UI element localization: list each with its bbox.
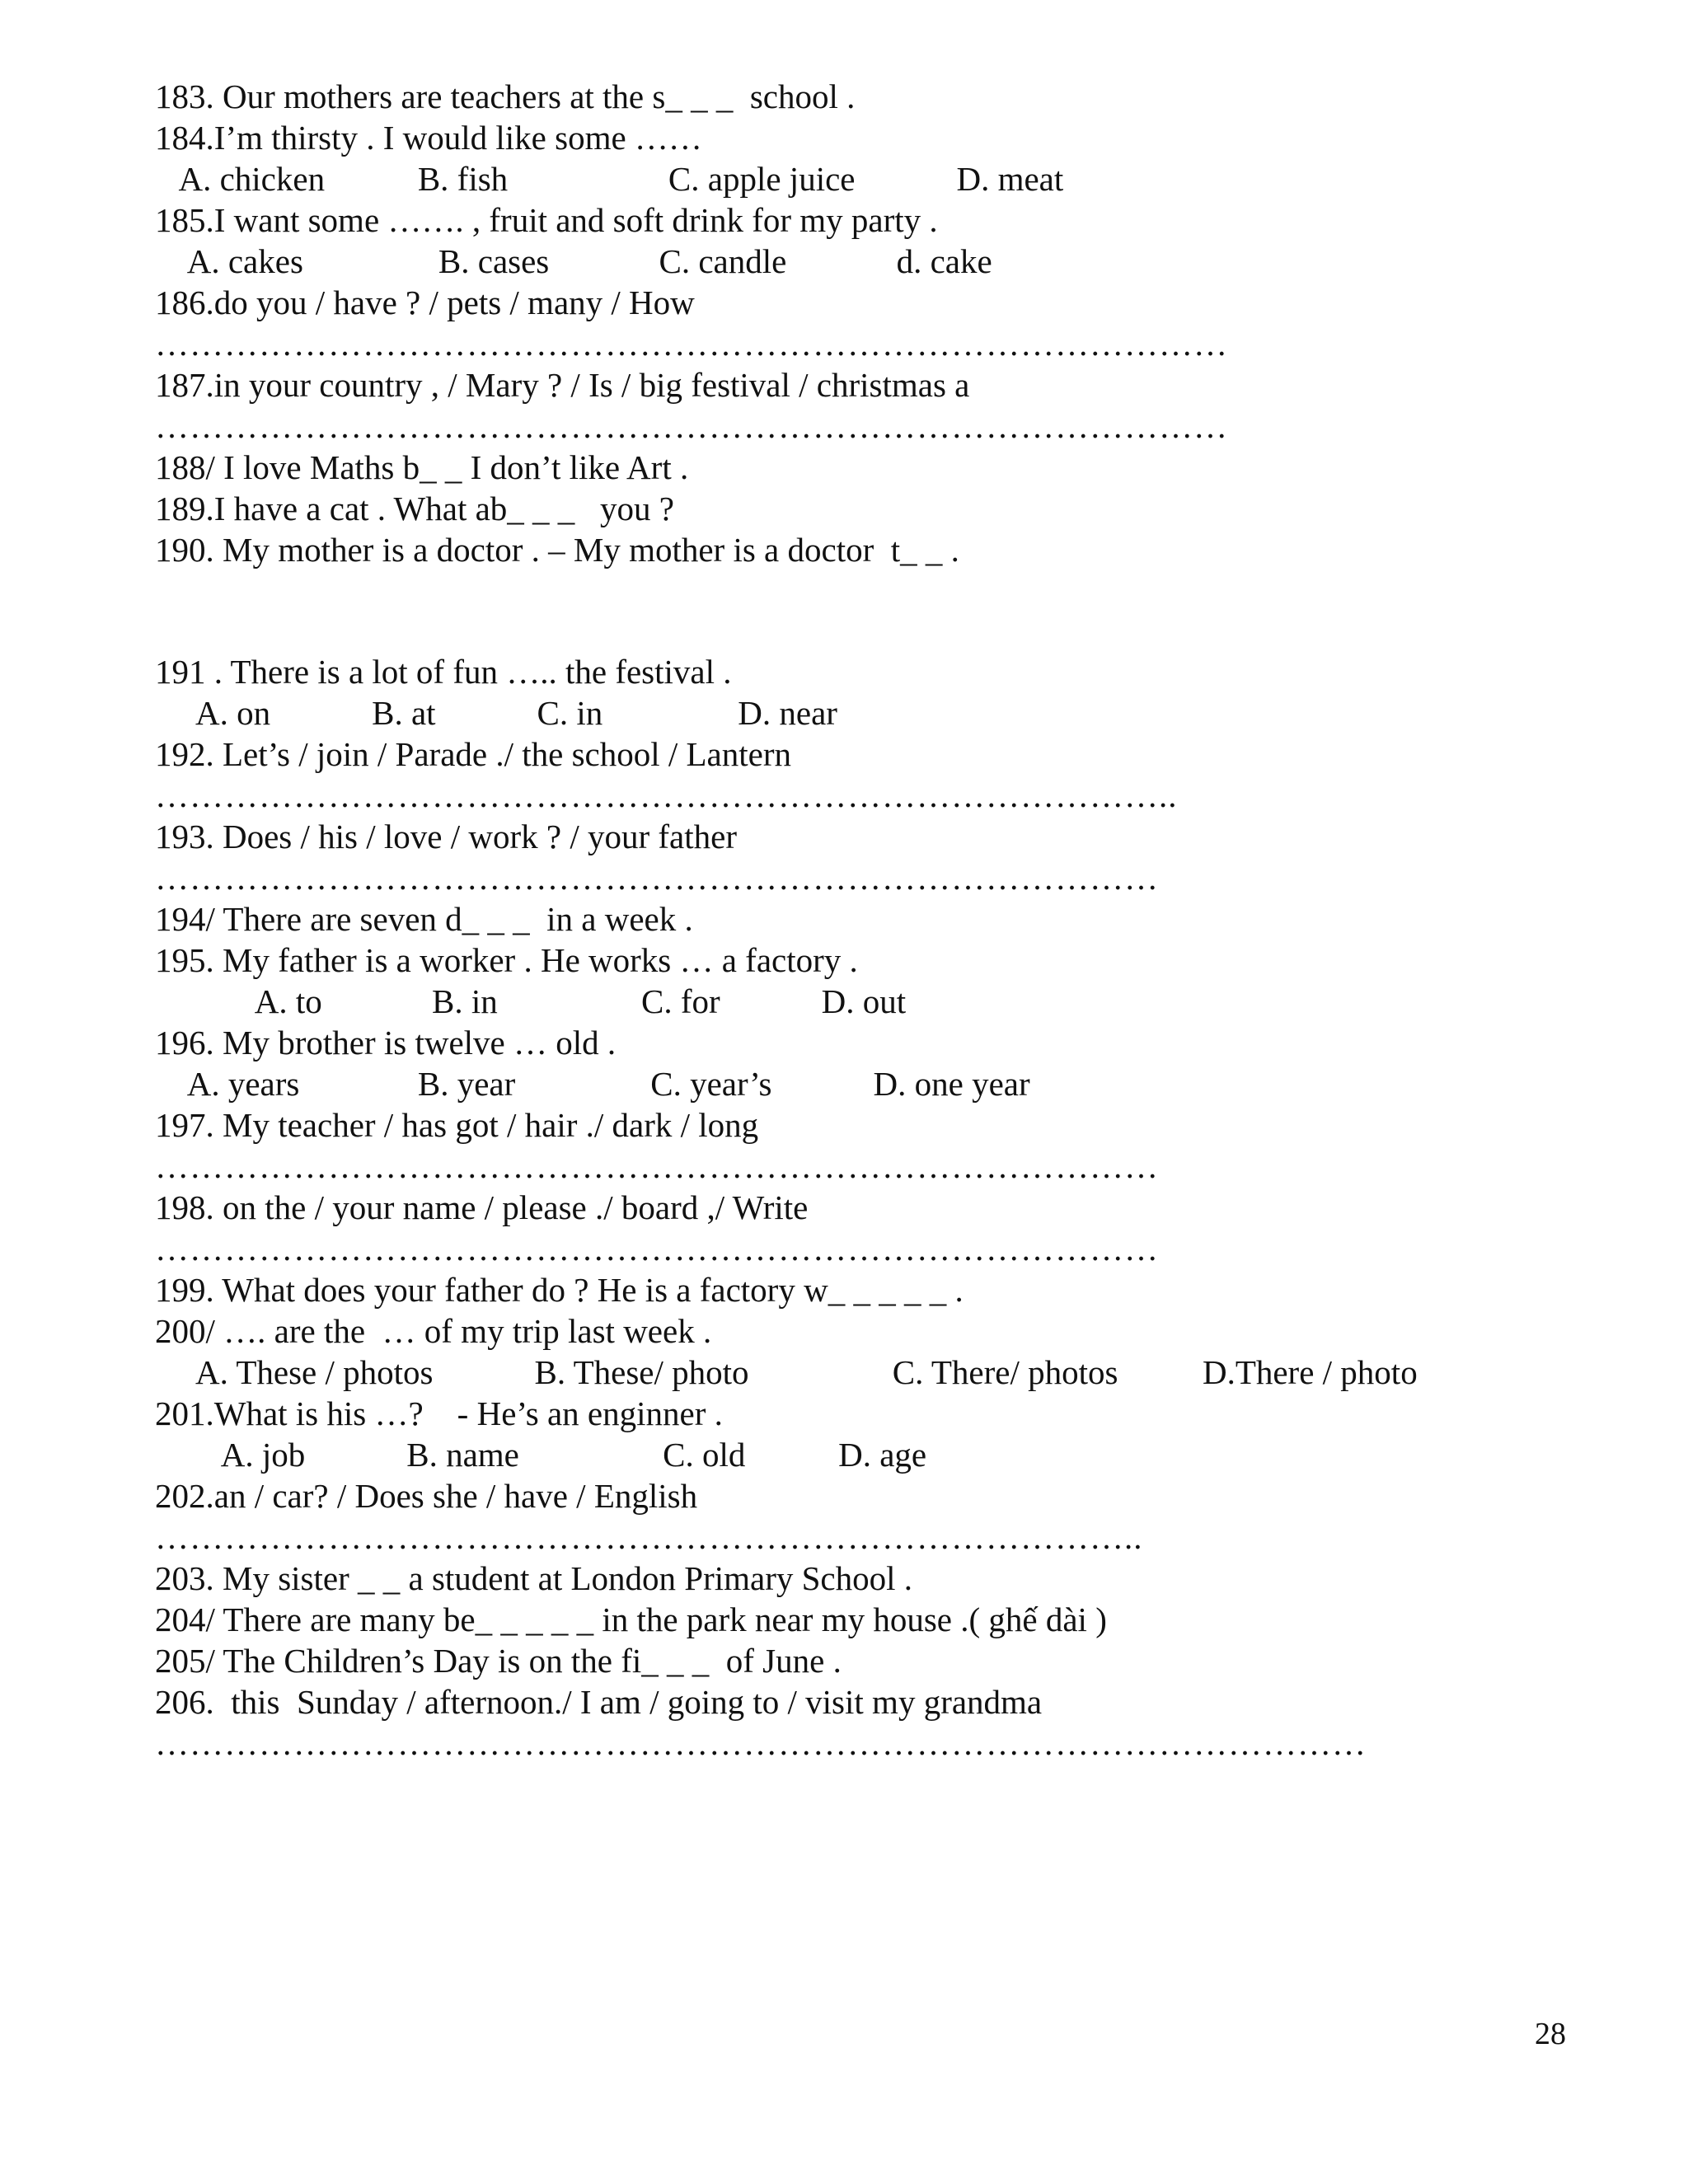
question-189: 189.I have a cat . What ab_ _ _ you ?: [155, 490, 674, 527]
question-200: 200/ …. are the … of my trip last week .: [155, 1312, 712, 1350]
question-204: 204/ There are many be_ _ _ _ _ in the park near my house .( ghế dài ): [155, 1601, 1107, 1638]
options-191: A. on B. at C. in D. near: [155, 694, 837, 732]
question-184: 184.I’m thirsty . I would like some ……: [155, 119, 702, 157]
options-200: A. These / photos B. These/ photo C. There/ photos D.There / photo: [155, 1353, 1418, 1391]
answer-line-198: ……………………………………………………………………………: [155, 1230, 1159, 1268]
options-195: A. to B. in C. for D. out: [155, 982, 907, 1020]
answer-line-206: ……………………………………………………………………………………………: [155, 1724, 1367, 1762]
question-192: 192. Let’s / join / Parade ./ the school / Lantern: [155, 735, 791, 773]
question-187: 187.in your country , / Mary ? / Is / big festival / christmas a: [155, 366, 970, 404]
question-191: 191 . There is a lot of fun ….. the festival .: [155, 653, 732, 691]
question-193: 193. Does / his / love / work ? / your father: [155, 818, 737, 855]
question-190: 190. My mother is a doctor . – My mother is a doctor t_ _ .: [155, 531, 959, 569]
question-197: 197. My teacher / has got / hair ./ dark / long: [155, 1106, 759, 1144]
question-198: 198. on the / your name / please ./ board ,/ Write: [155, 1188, 809, 1226]
question-205: 205/ The Children’s Day is on the fi_ _ _ of June .: [155, 1642, 842, 1680]
question-183: 183. Our mothers are teachers at the s_ _ _ school .: [155, 77, 856, 115]
answer-line-197: ……………………………………………………………………………: [155, 1147, 1159, 1185]
options-196: A. years B. year C. year’s D. one year: [155, 1065, 1030, 1103]
question-199: 199. What does your father do ? He is a factory w_ _ _ _ _ .: [155, 1271, 964, 1309]
question-201: 201.What is his …? - He’s an enginner .: [155, 1394, 723, 1432]
question-206: 206. this Sunday / afternoon./ I am / going to / visit my grandma: [155, 1683, 1043, 1721]
answer-line-202: …………………………………………………………………………..: [155, 1518, 1143, 1556]
question-188: 188/ I love Maths b_ _ I don’t like Art .: [155, 448, 689, 486]
question-202: 202.an / car? / Does she / have / English: [155, 1477, 698, 1515]
question-196: 196. My brother is twelve … old .: [155, 1024, 617, 1062]
question-195: 195. My father is a worker . He works … a factory .: [155, 941, 858, 979]
options-184: A. chicken B. fish C. apple juice D. meat: [155, 160, 1064, 198]
answer-line-187: …………………………………………………………………………………: [155, 407, 1228, 445]
answer-line-192: ……………………………………………………………………………..: [155, 776, 1178, 814]
answer-line-193: ……………………………………………………………………………: [155, 859, 1159, 897]
question-185: 185.I want some ……. , fruit and soft drink for my party .: [155, 201, 938, 239]
answer-line-186: …………………………………………………………………………………: [155, 325, 1228, 363]
question-194: 194/ There are seven d_ _ _ in a week .: [155, 900, 693, 938]
question-203: 203. My sister _ _ a student at London Primary School .: [155, 1559, 912, 1597]
page-number: 28: [1535, 2017, 1566, 2051]
options-201: A. job B. name C. old D. age: [155, 1436, 927, 1474]
options-185: A. cakes B. cases C. candle d. cake: [155, 242, 992, 280]
question-186: 186.do you / have ? / pets / many / How: [155, 284, 695, 321]
